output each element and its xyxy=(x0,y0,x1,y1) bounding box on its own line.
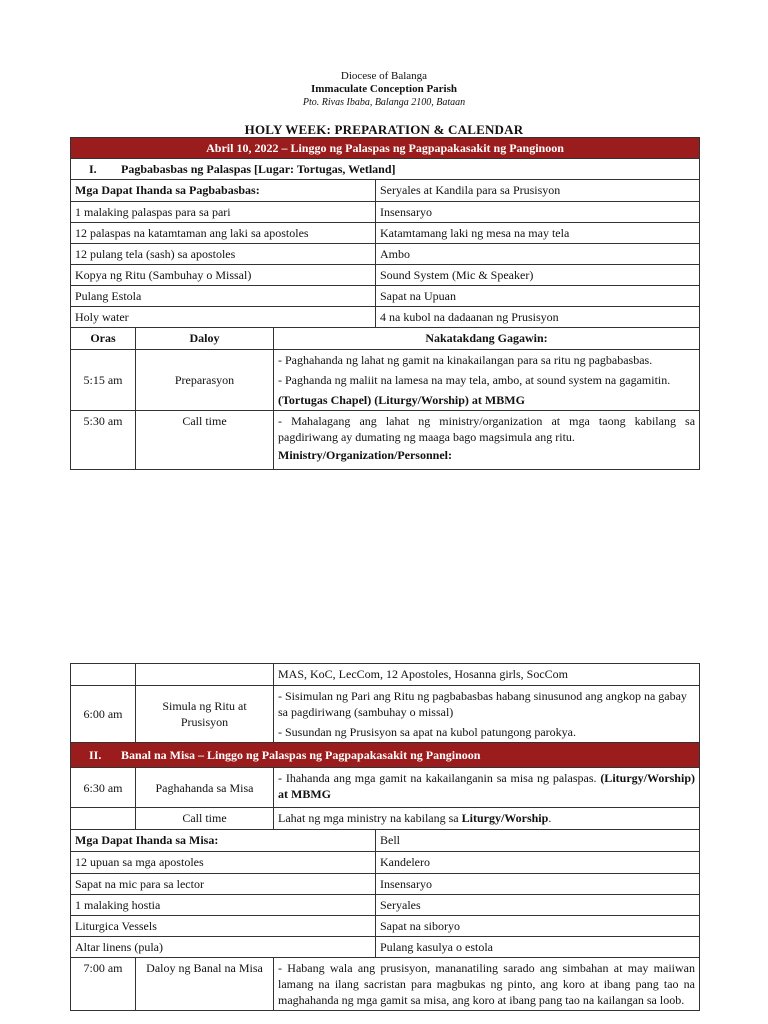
schedule-table-page1 xyxy=(70,137,700,470)
row-flow: Paghahanda sa Misa xyxy=(136,768,274,808)
mass-right-item: Sapat na siboryo xyxy=(376,916,700,937)
section-1-title: Pagbabasbas ng Palaspas [Lugar: Tortugas, Wetland] xyxy=(121,162,396,176)
task-line-bold: Liturgy/Worship xyxy=(461,811,549,825)
prep-left-item: Kopya ng Ritu (Sambuhay o Missal) xyxy=(71,265,376,286)
task-line: - Habang wala ang prusisyon, mananatiling sarado ang simbahan at may maiiwan lamang na ilang sacristan para magbukas ng pinto, ang koro at ibang pang tao na maghahanda ng mga gamit sa misa, ang koro at ibang pang tao na kailangan sa loob. xyxy=(278,961,695,1007)
row-time: 5:30 am xyxy=(71,411,136,470)
diocese-name: Diocese of Balanga xyxy=(340,70,428,82)
row-time: 6:00 am xyxy=(71,686,136,743)
row-tasks xyxy=(274,768,700,808)
mass-left-item: Sapat na mic para sa lector xyxy=(71,874,376,895)
mass-left-item: 1 malaking hostia xyxy=(71,895,376,916)
task-line: Ministry/Organization/Personnel: xyxy=(278,448,452,462)
mass-right-item: Kandelero xyxy=(376,852,700,874)
parish-address: Pto. Rivas Ibaba, Balanga 2100, Bataan xyxy=(302,97,466,108)
prep-right-item: Insensaryo xyxy=(376,202,700,223)
task-line: (Tortugas Chapel) (Liturgy/Worship) at MBMG xyxy=(278,393,525,407)
mass-right-item: Bell xyxy=(376,830,700,852)
row-time: 7:00 am xyxy=(71,958,136,1011)
section-2-heading xyxy=(71,743,700,768)
row-flow: Daloy ng Banal na Misa xyxy=(136,958,274,1011)
prep-left-item: 12 pulang tela (sash) sa apostoles xyxy=(71,244,376,265)
task-line: - Sisimulan ng Pari ang Ritu ng pagbabasbas habang sinusunod ang angkop na gabay sa pagdiriwang (sambuhay o missal) xyxy=(278,689,687,719)
mass-left-item: 12 upuan sa mga apostoles xyxy=(71,852,376,874)
schedule-table-page2 xyxy=(70,663,700,1011)
prep-right-item: Katamtamang laki ng mesa na may tela xyxy=(376,223,700,244)
mass-prep-header: Mga Dapat Ihanda sa Misa: xyxy=(71,830,376,852)
task-line: - Paghanda ng maliit na lamesa na may tela, ambo, at sound system na gagamitin. xyxy=(278,373,671,387)
col-header-gagawin: Nakatakdang Gagawin: xyxy=(274,328,700,350)
task-line: - Mahalagang ang lahat ng ministry/organization at mga taong kabilang sa pagdiriwang ay dumating ng maaga bago magsimula ang ritu. xyxy=(278,414,696,444)
prep-left-item: Holy water xyxy=(71,307,376,328)
prep-left-item: 1 malaking palaspas para sa pari xyxy=(71,202,376,223)
prep-right-item: 4 na kubol na dadaanan ng Prusisyon xyxy=(376,307,700,328)
section-2-number: II. xyxy=(89,748,102,762)
prep-right-item: Seryales at Kandila para sa Prusisyon xyxy=(376,180,700,202)
prep-right-item: Ambo xyxy=(376,244,700,265)
mass-right-item: Insensaryo xyxy=(376,874,700,895)
task-line: - Susundan ng Prusisyon sa apat na kubol patungong parokya. xyxy=(278,725,576,739)
row-tasks xyxy=(274,411,700,470)
row-time: 5:15 am xyxy=(71,350,136,411)
row-tasks xyxy=(274,686,700,743)
row-flow: Simula ng Ritu at Prusisyon xyxy=(136,686,274,743)
task-line: - Paghahanda ng lahat ng gamit na kinakailangan para sa ritu ng pagbabasbas. xyxy=(278,353,653,367)
mass-right-item: Pulang kasulya o estola xyxy=(376,937,700,958)
row-flow: Call time xyxy=(136,808,274,830)
row-flow: Preparasyon xyxy=(136,350,274,411)
prep-list-header: Mga Dapat Ihanda sa Pagbabasbas: xyxy=(71,180,376,202)
date-banner: Abril 10, 2022 – Linggo ng Palaspas ng Pagpapakasakit ng Panginoon xyxy=(71,138,700,159)
task-line-bold: (Liturgy/Worship) at MBMG xyxy=(278,771,695,801)
row-time: 6:30 am xyxy=(71,768,136,808)
mass-right-item: Seryales xyxy=(376,895,700,916)
section-2-title: Banal na Misa – Linggo ng Palaspas ng Pagpapakasakit ng Panginoon xyxy=(121,748,481,762)
col-header-daloy: Daloy xyxy=(136,328,274,350)
row-flow: Call time xyxy=(136,411,274,470)
prep-right-item: Sapat na Upuan xyxy=(376,286,700,307)
col-header-oras: Oras xyxy=(71,328,136,350)
row-time xyxy=(71,664,136,686)
mass-left-item: Liturgica Vessels xyxy=(71,916,376,937)
section-1-number: I. xyxy=(89,162,97,176)
task-line: - Ihahanda ang mga gamit na kakailanganin sa misa ng palaspas. xyxy=(278,771,597,785)
section-1-heading xyxy=(71,159,700,180)
row-tasks xyxy=(274,808,700,830)
row-tasks xyxy=(274,958,700,1011)
row-time xyxy=(71,808,136,830)
document-title: HOLY WEEK: PREPARATION & CALENDAR xyxy=(244,122,524,137)
row-tasks xyxy=(274,350,700,411)
prep-right-item: Sound System (Mic & Speaker) xyxy=(376,265,700,286)
prep-left-item: 12 palaspas na katamtaman ang laki sa apostoles xyxy=(71,223,376,244)
parish-name: Immaculate Conception Parish xyxy=(310,83,458,95)
task-line-end: . xyxy=(548,811,552,825)
prep-left-item: Pulang Estola xyxy=(71,286,376,307)
task-line: Lahat ng mga ministry na kabilang sa xyxy=(278,811,459,825)
mass-left-item: Altar linens (pula) xyxy=(71,937,376,958)
row-flow xyxy=(136,664,274,686)
row-tasks: MAS, KoC, LecCom, 12 Apostoles, Hosanna girls, SocCom xyxy=(274,664,700,686)
